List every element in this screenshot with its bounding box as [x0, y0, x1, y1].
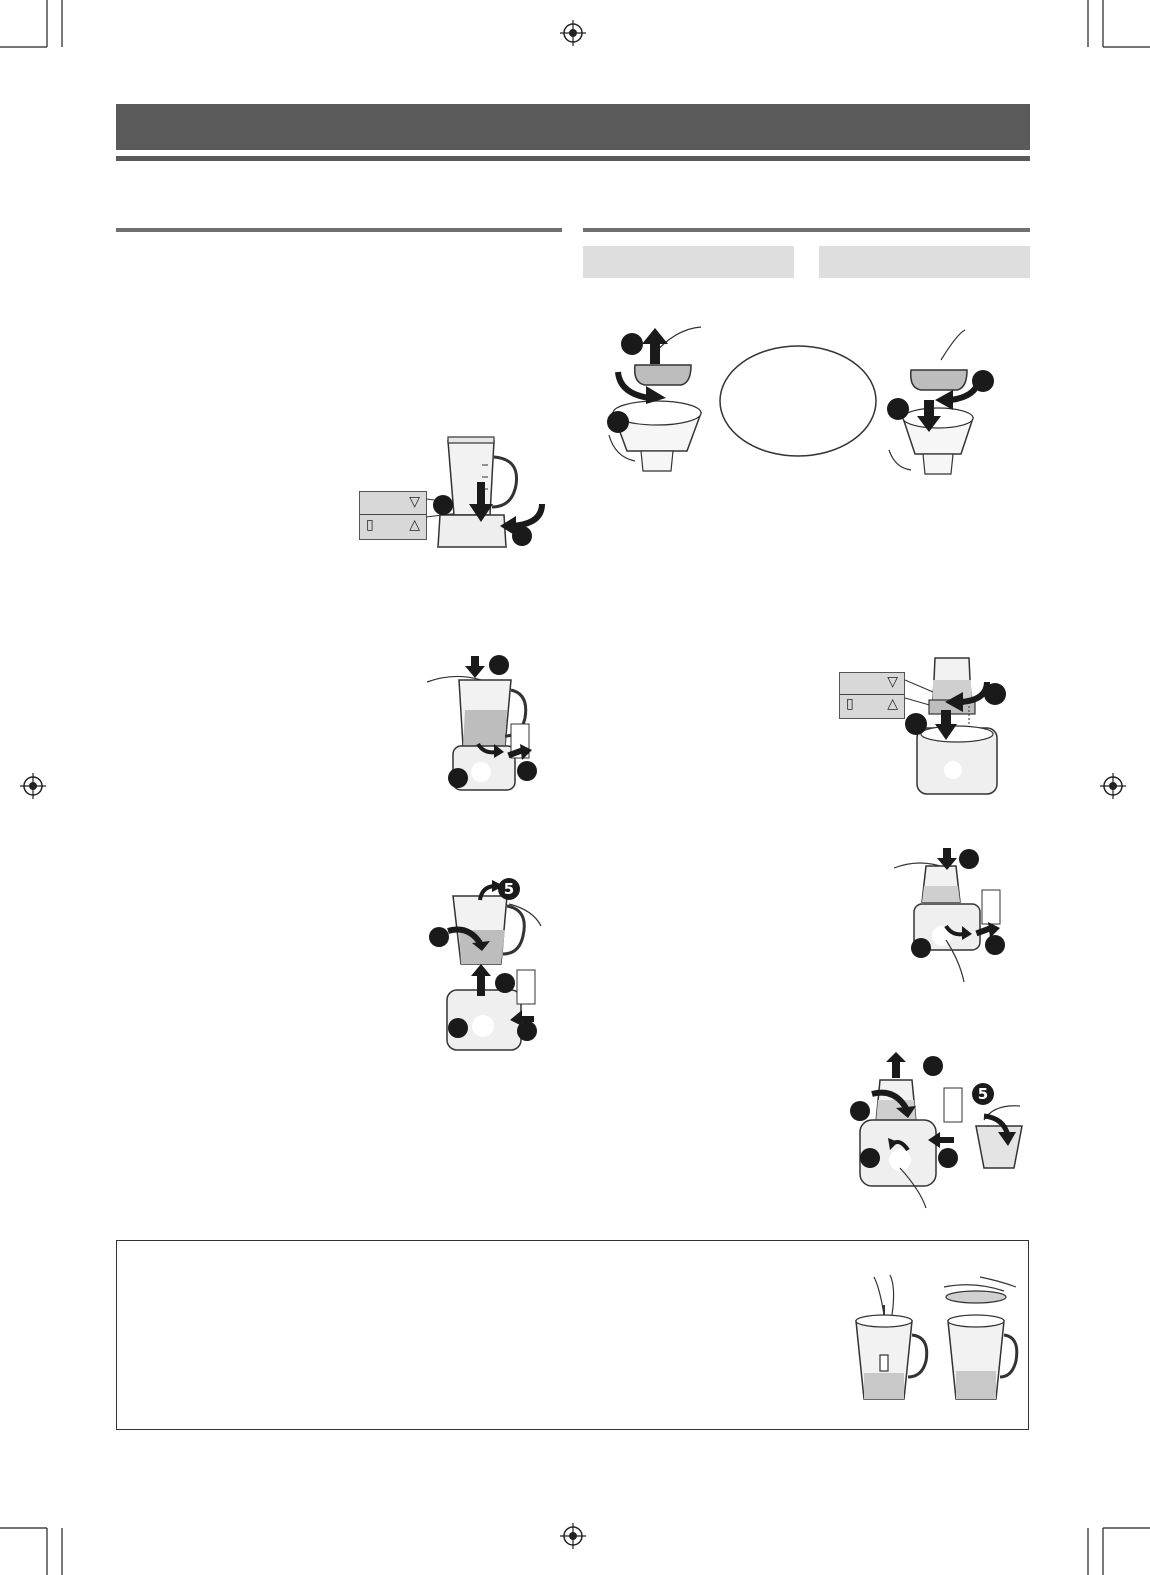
step-number-callout — [971, 1082, 995, 1106]
step-callout-2 — [606, 410, 630, 434]
step-callout-2 — [494, 972, 516, 994]
arrow-up-icon — [471, 964, 491, 996]
arrow-up-icon — [642, 328, 668, 364]
marker-icon: ▯ — [366, 517, 374, 533]
step-number-callout — [497, 877, 521, 901]
caution-oval — [718, 344, 878, 464]
up-triangle-icon: △ — [887, 696, 898, 712]
tab-removing — [583, 246, 794, 278]
step-callout-1 — [488, 654, 510, 676]
step-callout-1 — [904, 712, 928, 736]
arrow-down-icon — [935, 710, 957, 740]
step-callout-3 — [516, 760, 538, 782]
jug-with-spatula-illustration — [850, 1275, 930, 1405]
step-callout-2 — [511, 525, 533, 547]
step-callout-1 — [849, 1100, 871, 1122]
svg-text:5: 5 — [977, 1085, 989, 1103]
mill-operating-illustration — [890, 850, 1005, 985]
curved-arrow-icon — [870, 1088, 920, 1118]
step-callout-4 — [937, 1147, 959, 1169]
down-triangle-icon: ▽ — [409, 494, 420, 510]
step-callout-3 — [859, 1147, 881, 1169]
curved-arrow-icon — [474, 740, 504, 760]
registration-mark-icon — [560, 1523, 586, 1549]
step-callout-2 — [447, 767, 469, 789]
arrow-left-icon — [928, 1132, 954, 1148]
step-callout-1 — [958, 848, 980, 870]
left-section-rule — [116, 228, 562, 232]
indicator-panel — [839, 672, 905, 719]
step-callout-1 — [432, 494, 454, 516]
step-callout-1 — [620, 332, 644, 356]
step-callout-2 — [983, 682, 1007, 706]
jug-with-lid-illustration — [940, 1275, 1020, 1405]
marker-icon: ▯ — [846, 696, 854, 712]
page-title-banner — [116, 104, 1030, 150]
arrow-down-icon — [937, 848, 957, 870]
indicator-panel — [359, 491, 427, 540]
curved-arrow-icon — [982, 1112, 1018, 1146]
arrow-down-icon — [917, 400, 941, 432]
step-callout-2 — [971, 369, 995, 393]
step-callout-4 — [516, 1020, 538, 1042]
step-callout-3 — [984, 934, 1006, 956]
registration-mark-icon — [20, 773, 46, 799]
title-underline — [116, 156, 1030, 161]
curved-arrow-icon — [888, 1136, 912, 1154]
tab-fitting — [819, 246, 1030, 278]
curved-arrow-icon — [446, 925, 490, 951]
step-callout-2 — [910, 937, 932, 959]
svg-text:5: 5 — [503, 880, 515, 898]
step-callout-2 — [922, 1055, 944, 1077]
curved-arrow-icon — [944, 922, 972, 942]
step-callout-1 — [886, 397, 910, 421]
step-callout-1 — [428, 926, 450, 948]
arrow-down-icon — [465, 656, 485, 678]
registration-mark-icon — [560, 20, 586, 46]
up-triangle-icon: △ — [409, 517, 420, 533]
arrow-up-icon — [886, 1052, 906, 1078]
curved-arrow-icon — [614, 368, 666, 404]
down-triangle-icon: ▽ — [887, 674, 898, 690]
registration-mark-icon — [1100, 773, 1126, 799]
right-section-rule — [583, 228, 1030, 232]
step-callout-3 — [447, 1017, 469, 1039]
arrow-down-icon — [469, 482, 493, 522]
